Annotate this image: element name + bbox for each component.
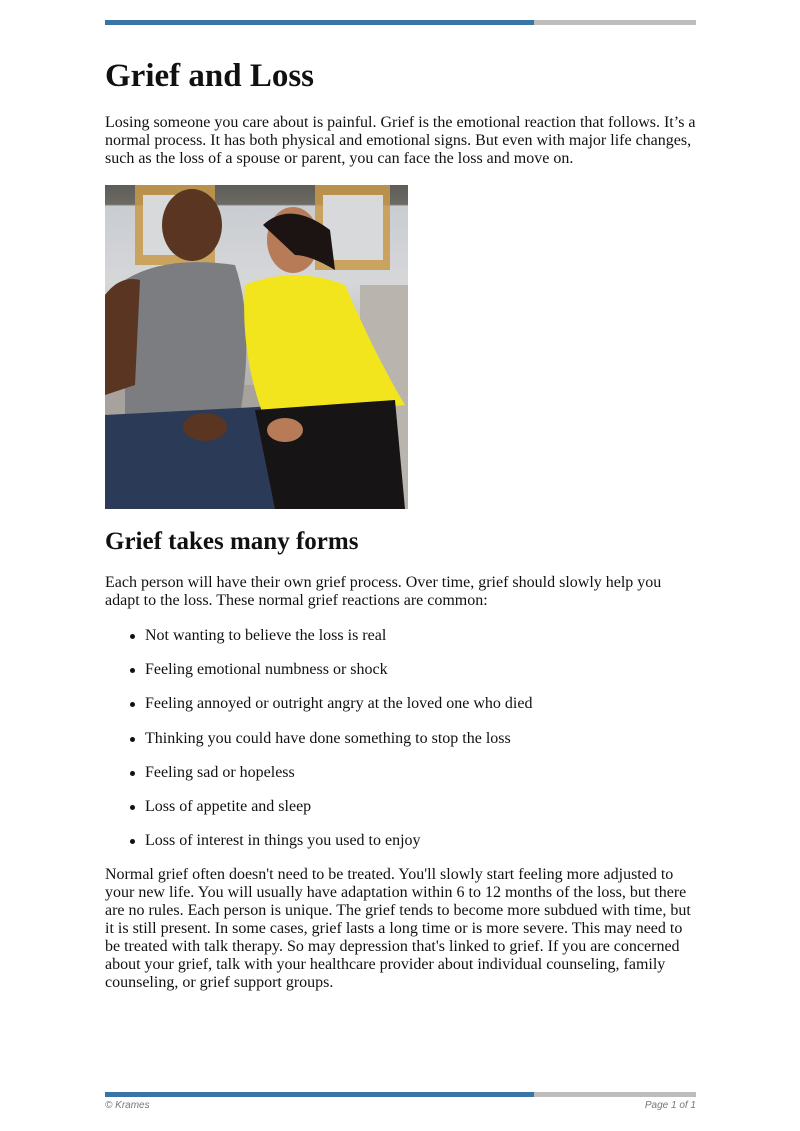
section-heading: Grief takes many forms (105, 528, 359, 555)
top-rule-blue-segment (105, 20, 534, 25)
page-title: Grief and Loss (105, 58, 315, 94)
bottom-rule-gray-segment (534, 1092, 696, 1097)
closing-paragraph: Normal grief often doesn't need to be treated. You'll slowly start feeling more adjusted to your new life. You will usually have adaptation within 6 to 12 months of the loss, but there are no rules. Each person is unique. The grief tends to become more subdued with time, but it is still present. In some cases, grief lasts a long time or is more severe. This may need to be treated with talk therapy. So may depression that's linked to grief. If you are concerned about your grief, talk with your healthcare provider about individual counseling, family counseling, or grief support groups. (105, 866, 691, 992)
list-item: Feeling annoyed or outright angry at the loved one who died (105, 695, 697, 713)
top-rule-gray-segment (534, 20, 696, 25)
grief-reactions-list (105, 627, 697, 850)
bottom-rule (105, 1092, 696, 1097)
list-item: Not wanting to believe the loss is real (105, 627, 697, 645)
list-item: Loss of appetite and sleep (105, 798, 697, 816)
section-lead-paragraph: Each person will have their own grief process. Over time, grief should slowly help you adapt to the loss. These normal grief reactions are common: (105, 574, 662, 609)
document-body (105, 56, 697, 992)
bottom-rule-blue-segment (105, 1092, 534, 1097)
footer-page-number: Page 1 of 1 (644, 1100, 696, 1111)
list-item: Thinking you could have done something to stop the loss (105, 730, 697, 748)
list-item: Feeling emotional numbness or shock (105, 661, 697, 679)
intro-paragraph: Losing someone you care about is painful. Grief is the emotional reaction that follows. It’s a normal process. It has both physical and emotional signs. But even with major life changes, such as the loss of a spouse or parent, you can face the loss and move on. (105, 114, 696, 167)
couple-photo (105, 185, 408, 509)
list-item: Loss of interest in things you used to enjoy (105, 832, 697, 850)
list-item: Feeling sad or hopeless (105, 764, 697, 782)
top-rule (105, 20, 696, 25)
footer-copyright: © Krames (105, 1100, 150, 1111)
